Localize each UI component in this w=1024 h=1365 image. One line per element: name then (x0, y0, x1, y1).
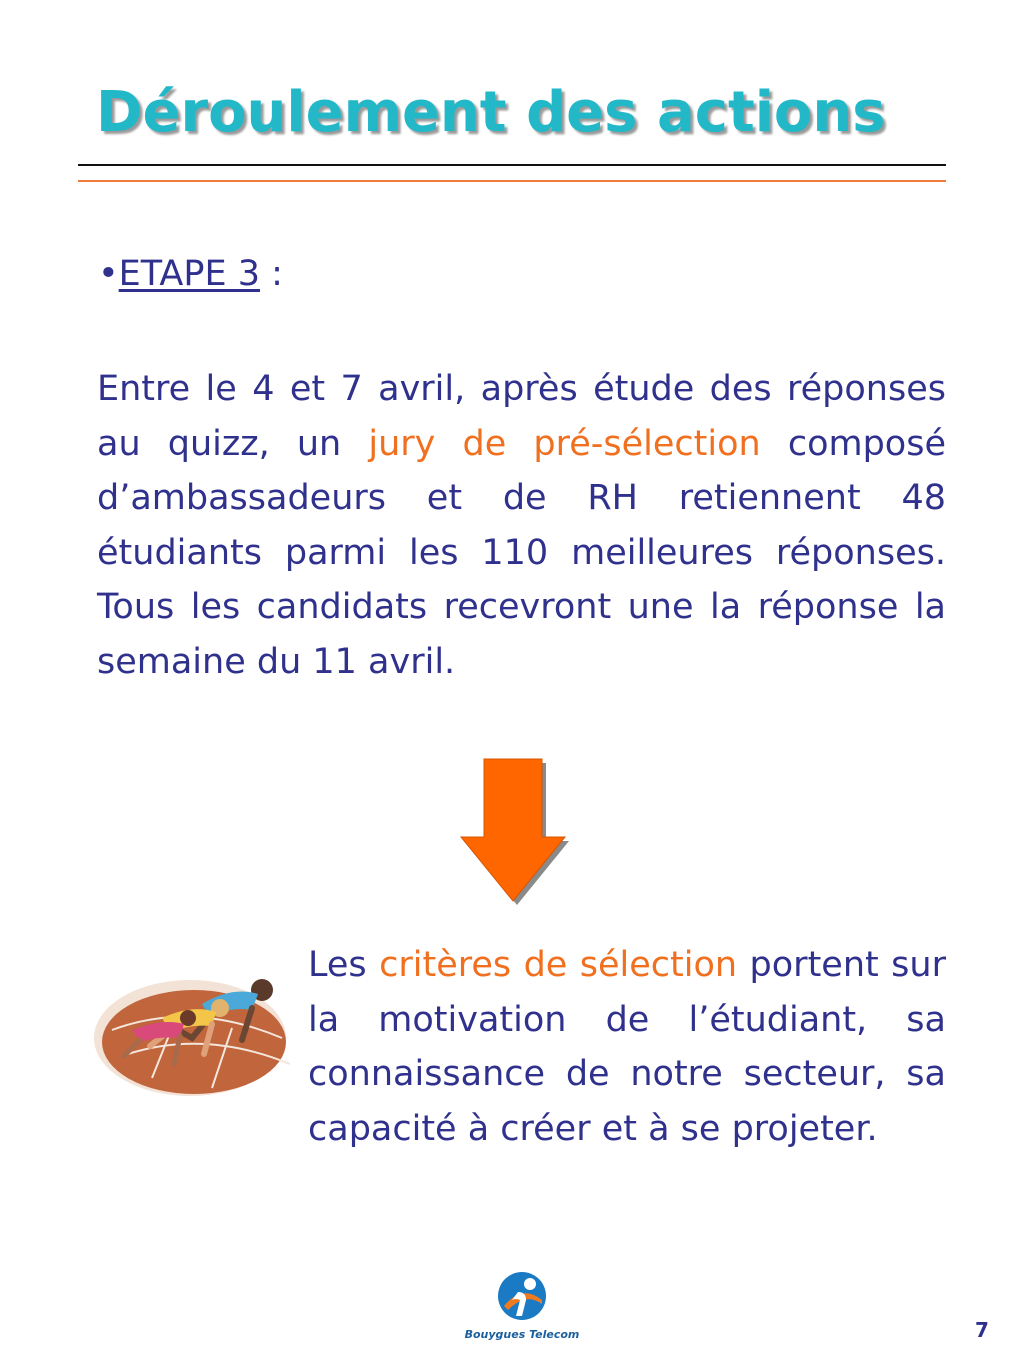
paragraph1-highlight: jury de pré-sélection (368, 423, 761, 464)
step-suffix: : (260, 254, 283, 294)
paragraph-step-description (97, 362, 946, 689)
step-label: ETAPE 3 (118, 254, 260, 294)
bouygues-telecom-logo (462, 1270, 582, 1341)
paragraph-selection-criteria (308, 938, 946, 1156)
paragraph2-text-start: Les (308, 945, 380, 985)
step-bullet: • (98, 254, 119, 294)
paragraph2-highlight: critères de sélection (379, 945, 738, 985)
bouygues-telecom-logo-mark (496, 1270, 548, 1322)
down-arrow-icon (455, 755, 571, 907)
step-heading (98, 254, 283, 294)
paragraph2-text-end: portent sur la motivation de l’étudiant, sa connaissance de notre secteur, sa capacité à créer et à se projeter. (308, 945, 946, 1149)
page-title: Déroulement des actions (96, 80, 886, 145)
logo-text: Bouygues Telecom (464, 1328, 580, 1341)
title-divider-black (78, 164, 946, 166)
paragraph1-text-start: Entre le 4 et 7 avril, après étude des réponses au quizz, un (97, 369, 946, 464)
sprinters-illustration (92, 960, 302, 1100)
paragraph1-text-end: composé d’ambassadeurs et de RH retiennent 48 étudiants parmi les 110 meilleures réponses. Tous les candidats recevront une la réponse la semaine du 11 avril. (97, 423, 946, 682)
page-number: 7 (975, 1318, 989, 1342)
title-divider-orange (78, 180, 946, 182)
